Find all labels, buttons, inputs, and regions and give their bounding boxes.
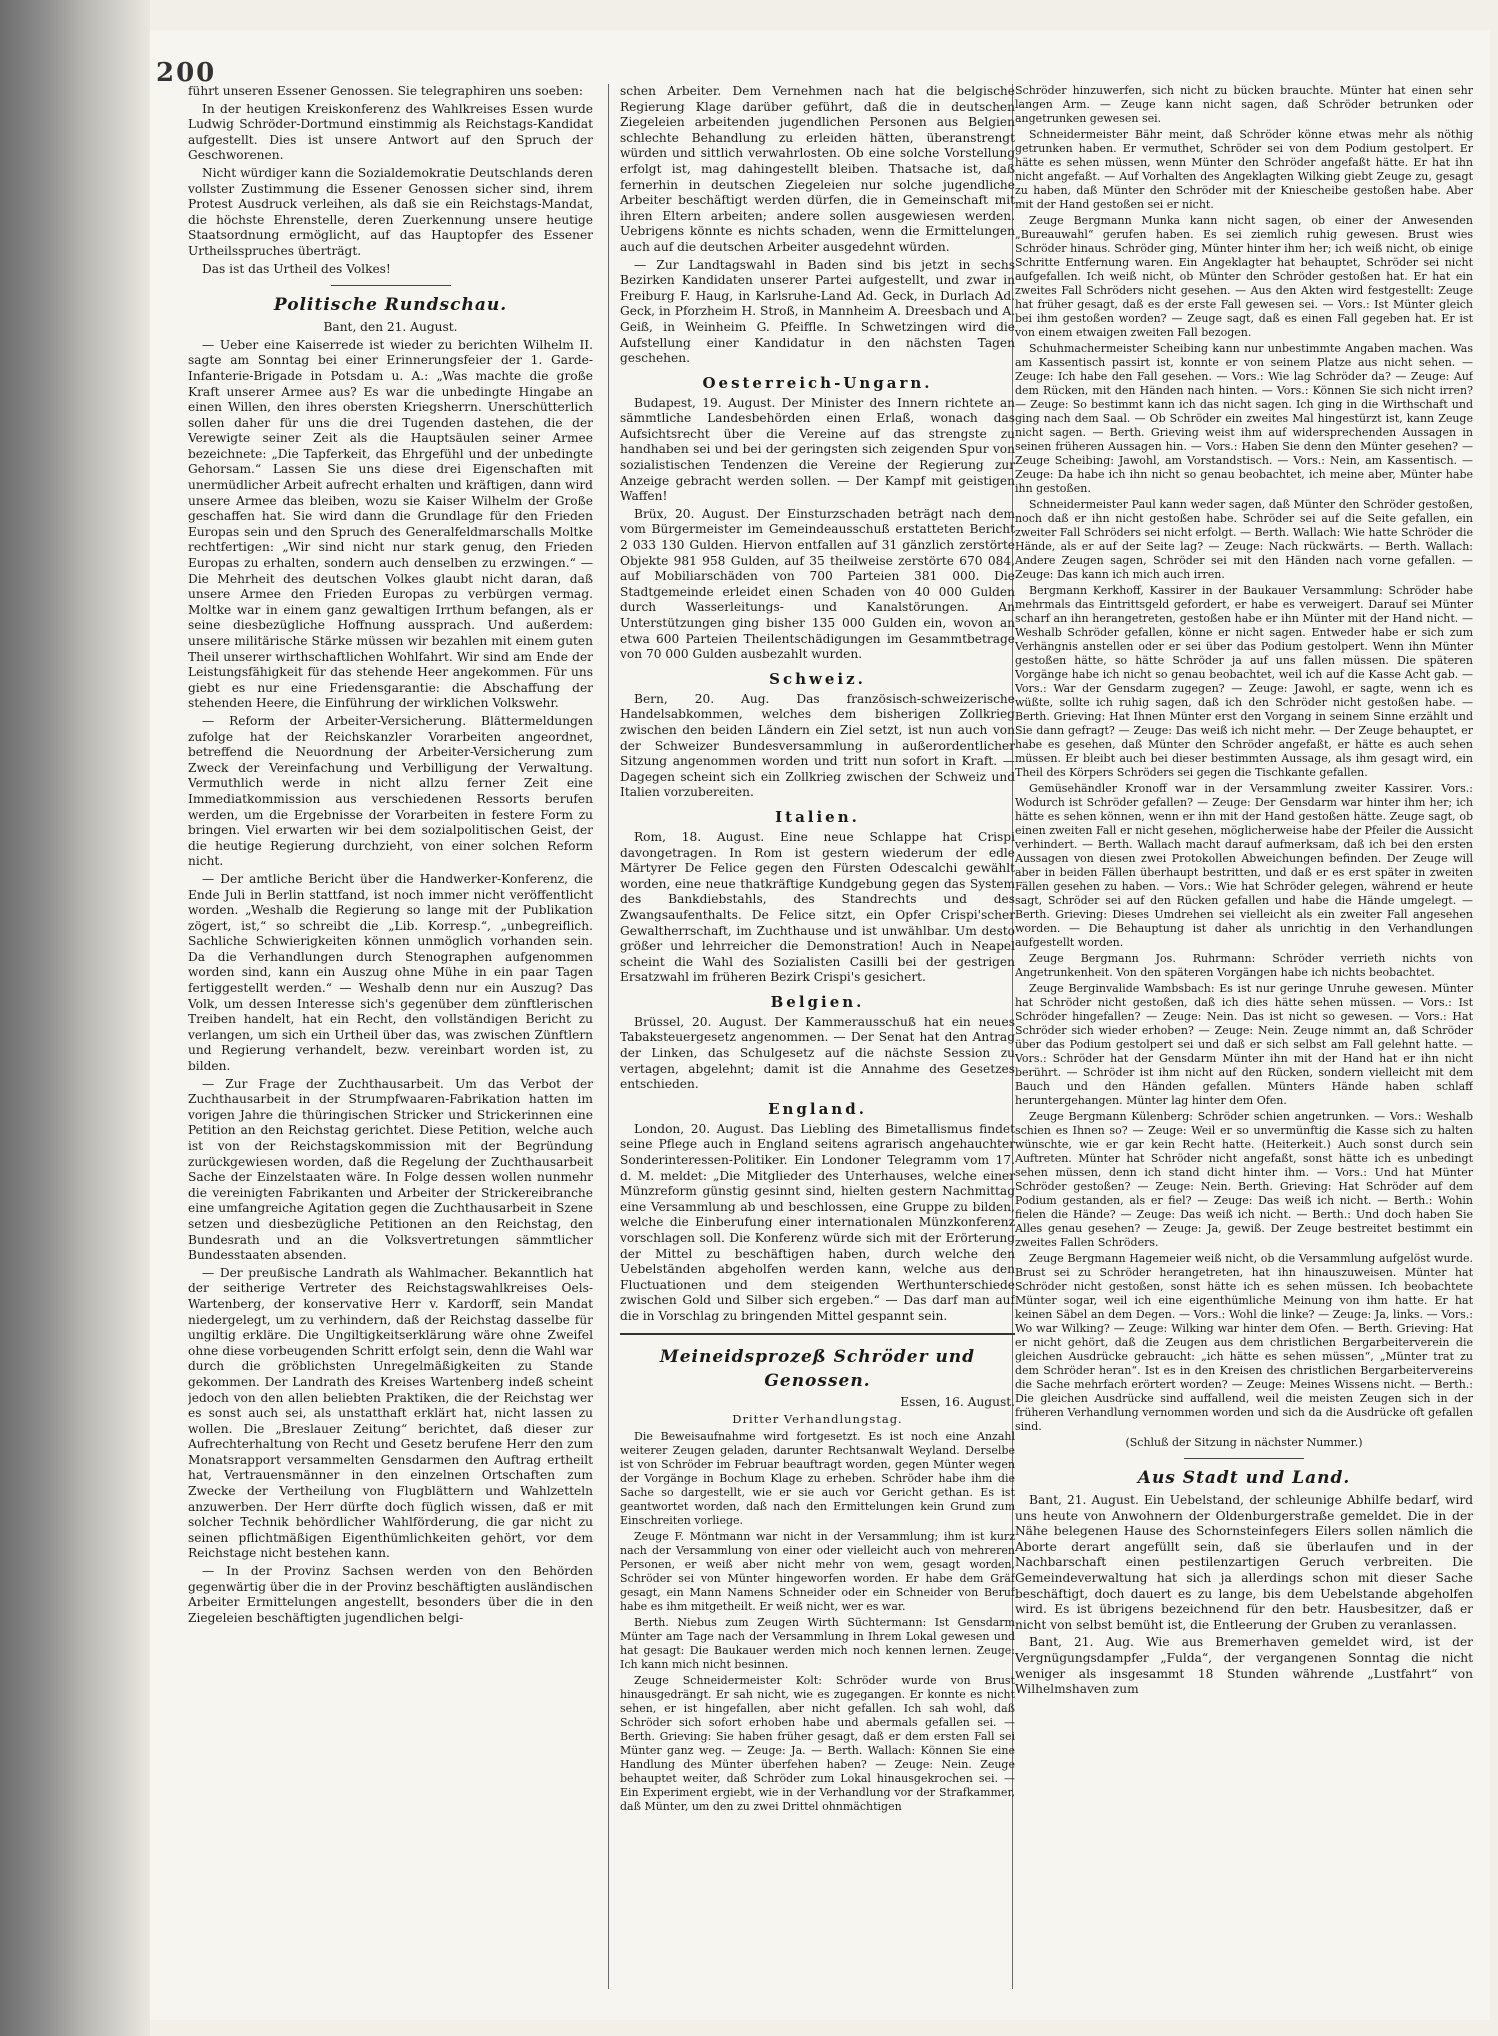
paragraph: Schneidermeister Paul kann weder sagen, daß Münter den Schröder gestoßen, noch daß er ihn nicht gestoßen habe. Schröder sei auf die Seite gefallen, ein zweiter Fall Schröders sei nicht erfolgt. — Berth. Wallach: Wie hatte Schröder die Hände, als er auf der Seite lag? — Zeuge: Nach rückwärts. — Berth. Wallach: Andere Zeugen sagen, Schröder sei mit den Händen nach vorne gefallen. — Zeuge: Das kann ich mich auch irren.	[1015, 498, 1473, 581]
paragraph: Zeuge Bergmann Külenberg: Schröder schien angetrunken. — Vors.: Weshalb schien es Ihnen so? — Zeuge: Weil er so unvermünftig die Kasse sich zu halten wünschte, wie er gar kein Recht hatte. (Heiterkeit.) Auch sonst durch sein Auftreten. Münter hat Schröder nicht angefaßt, sonst hätte ich es unbedingt sehen müssen, denn ich stand dicht hinter ihm. — Vors.: Und hat Münter Schröder gestoßen? — Zeuge: Nein. Berth. Grieving: Hat Schröder auf dem Podium gestanden, als er fiel? — Zeuge: Das weiß ich nicht. — Berth.: Wohin fielen die Hände? — Zeuge: Das weiß ich nicht. — Berth.: Und doch haben Sie Alles genau gesehen? — Zeuge: Ja, gewiß. Der Zeuge bestreitet bestimmt ein zweites Fallen Schröders.	[1015, 1110, 1473, 1249]
paragraph: Zeuge Schneidermeister Kolt: Schröder wurde von Brust hinausgedrängt. Er sah nicht, wie es zugegangen. Er konnte es nicht sehen, er ist hingefallen, aber nicht gefallen. Ich sah wohl, daß Schröder sich sofort erhoben habe und abermals gefallen sei. — Berth. Grieving: Sie haben früher gesagt, daß er dem ersten Fall sei Münter ganz weg. — Zeuge: Ja. — Berth. Wallach: Können Sie eine Handlung des Münter überfehen haben? — Zeuge: Nein. Zeuge behauptet weiter, daß Schröder zum Lokal hinausgekrochen sei. — Ein Experiment ergiebt, wie in der Verhandlung vor der Strafkammer, daß Münter, um den zu zwei Drittel ohnmächtigen	[620, 1674, 1015, 1814]
paragraph: Brüssel, 20. August. Der Kammerausschuß hat ein neues Tabaksteuergesetz angenommen. — Der Senat hat den Antrag der Linken, das Schulgesetz auf die nächste Session zu vertagen, abgelehnt; damit ist die Annahme des Gesetzes entschieden.	[620, 1014, 1015, 1092]
column-1	[188, 84, 593, 1989]
paragraph: — Der preußische Landrath als Wahlmacher. Bekanntlich hat der seitherige Vertreter des Reichstagswahlkreises Oels-Wartenberg, der konservative Herr v. Kardorff, sein Mandat niedergelegt, um zu verhindern, daß der Reichstag dasselbe für ungiltig erkläre. Die Ungiltigkeitserklärung wäre ohne Zweifel ohne diese vorbeugenden Schritt erfolgt sein, denn die Wahl war durch die gröblichsten Unregelmäßigkeiten zu Stande gekommen. Der Landrath des Kreises Wartenberg indeß scheint jedoch von den allen beliebten Praktiken, die der Reichstag wer es sonst auch sei, als unstatthaft erklärt hat, nicht lassen zu wollen. Die „Breslauer Zeitung“ berichtet, daß dieser zur Aufrechterhaltung von Recht und Gesetz berufene Herr den zum Monatsrapport versammelten Gensdarmen den Auftrag ertheilt hat, Vertrauensmänner in den einzelnen Ortschaften zum Zwecke der Vertheilung von Flugblättern und Wahlzetteln anzuwerben. Der Herr dürfte doch füglich wissen, daß er mit solcher Technik behördlicher Wahlförderung, die gar nicht zu seinen pflichtmäßigen Eigenthümlichkeiten gehört, vor dem Reichstage nicht bestehen kann.	[188, 1265, 593, 1561]
paragraph: — Reform der Arbeiter-Versicherung. Blättermeldungen zufolge hat der Reichskanzler Vorarbeiten angeordnet, betreffend die Neuordnung der Arbeiter-Versicherung zum Zweck der Vereinfachung und Verbilligung der Verwaltung. Vermuthlich werde in nicht allzu ferner Zeit eine Immediatkommission aus verschiedenen Ressorts berufen werden, um die Ergebnisse der Vorarbeiten in festere Form zu bringen. Viel erwarten wir bei dem sozialpolitischen Geist, der die heutige Regierung durchzieht, von einer solchen Reform nicht.	[188, 713, 593, 869]
paragraph: Zeuge Bergmann Jos. Ruhrmann: Schröder verrieth nichts von Angetrunkenheit. Von den späteren Vorgängen habe ich nichts beobachtet.	[1015, 952, 1473, 979]
paragraph: Bant, 21. August. Ein Uebelstand, der schleunige Abhilfe bedarf, wird uns heute von Anwohnern der Oldenburgerstraße gemeldet. Die in der Nähe belegenen Hause des Schornsteinfegers Eilers sollen nämlich die Aborte derart angefüllt sein, daß sie überlaufen und in der Nachbarschaft einen pestilenzartigen Geruch verbreiten. Die Gemeindeverwaltung hat sich ja allerdings schon mit dieser Sache beschäftigt, doch dauert es zu lange, bis dem Uebelstande abgeholfen wird. Es ist übrigens bezeichnend für den betr. Hausbesitzer, daß er nicht von selbst bemüht ist, die Entleerung der Gruben zu veranlassen.	[1015, 1493, 1473, 1632]
divider	[620, 1333, 1015, 1335]
paragraph: — Zur Frage der Zuchthausarbeit. Um das Verbot der Zuchthausarbeit in der Strumpfwaaren-Fabrikation hatten im vorigen Jahre die thüringischen Stricker und Strickerinnen eine Petition an den Reichstag gerichtet. Diese Petition, welche auch ist von der Reichstagskommission mit der Begründung zurückgewiesen worden, daß die Regelung der Zuchthausarbeit Sache der Einzelstaaten wäre. In Folge dessen wollen nunmehr die vereinigten Fabrikanten und Arbeiter der Strickereibranche eine umfangreiche Agitation gegen die Zuchthausarbeit in Szene setzen und diesbezügliche Petitionen an den Reichstag, den Bundesrath und an die Volksvertretungen sämmtlicher Bundesstaaten absenden.	[188, 1076, 593, 1263]
book-gutter	[0, 0, 150, 2036]
section-heading-italy: Italien.	[775, 807, 860, 826]
section-heading-switzerland: Schweiz.	[769, 669, 866, 688]
section-heading-england: England.	[768, 1099, 867, 1118]
section-heading-belgium: Belgien.	[770, 992, 865, 1011]
paragraph: London, 20. August. Das Liebling des Bimetallismus findet seine Pflege auch in England seitens agrarisch angehauchter Sonderinteressen-Politiker. Ein Londoner Telegramm vom 17. d. M. meldet: „Die Mitglieder des Unterhauses, welche einer Münzreform günstig gesinnt sind, hielten gestern Nachmittag eine Versammlung ab und beschlossen, eine Gruppe zu bilden, welche die Einberufung einer internationalen Münzkonferenz vorschlagen soll. Die Konferenz würde sich mit der Erörterung der Mittel zu beschäftigen haben, durch welche den Uebelständen abgeholfen werden kann, welche aus den Fluctuationen und dem steigenden Werthunterschiede zwischen Gold und Silber sich ergeben.“ — Das darf man auf die in Vorschlag zu bringenden Mittel gespannt sein.	[620, 1121, 1015, 1323]
paragraph: Rom, 18. August. Eine neue Schlappe hat Crispi davongetragen. In Rom ist gestern wiederum der edle Märtyrer De Felice gegen den Fürsten Odescalchi gewählt worden, eine neue thatkräftige Kundgebung gegen das System des Bankdiebstahls, des Standrechts und des Zwangsaufenthalts. De Felice sitzt, ein Opfer Crispi'scher Gewaltherrschaft, im Zuchthause und ist unwählbar. Um desto größer und lehrreicher die Demonstration! Auch in Neapel scheint die Wahl des Sozialisten Casilli bei der gestrigen Ersatzwahl im früheren Bezirk Crispi's gesichert.	[620, 829, 1015, 985]
paragraph: Zeuge Berginvalide Wambsbach: Es ist nur geringe Unruhe gewesen. Münter hat Schröder nicht gestoßen, daß ich dies hätte sehen müssen. — Vors.: Ist Schröder hingefallen? — Zeuge: Nein. Das ist nicht so gewesen. — Vors.: Hat Schröder sich wieder erhoben? — Zeuge: Nein. Zeuge nimmt an, daß Schröder über das Podium gestolpert sei und daß er sich selbst am Fall gelehnt hatte. — Vors.: Schröder hat der Gensdarm Münter ihn mit der Hand hat er ihn nicht berührt. — Schröder ist ihm nicht auf den Rücken, sondern vielleicht mit dem Bauch und den Händen gefallen. Münters Hände haben schlaff heruntergehangen. Münter lag hinter dem Ofen.	[1015, 982, 1473, 1107]
paragraph: Berth. Niebus zum Zeugen Wirth Süchtermann: Ist Gensdarm Münter am Tage nach der Versammlung in Ihrem Lokal gewesen und hat gesagt: Die Baukauer werden mich noch kennen lernen. Zeuge: Ich kann mich nicht besinnen.	[620, 1616, 1015, 1672]
paragraph: Zeuge Bergmann Munka kann nicht sagen, ob einer der Anwesenden „Bureauwahl“ gerufen haben. Es sei ziemlich ruhig gewesen. Brust wies Schröder hinaus. Schröder ging, Münter hinter ihm her; ich weiß nicht, ob einige Schritte Entfernung waren. Ein Angeklagter hat behauptet, Schröder sei nicht aufgefallen. Ich weiß nicht, ob Münter den Schröder gestoßen hat. Er hat ein zweites Fall Schröders nicht gesehen. — Aus den Akten wird festgestellt: Zeuge hat früher gesagt, daß es der erste Fall gewesen sei. — Vors.: Ist Münter gleich bei ihm gestoßen worden? — Zeuge sagt, daß es einen Fall gegeben hat. Er ist von einem etwaigen zweiten Fall bezogen.	[1015, 214, 1473, 339]
paragraph: — In der Provinz Sachsen werden von den Behörden gegenwärtig über die in der Provinz beschäftigten ausländischen Arbeiter Ermittelungen angestellt, besonders über die in den Ziegeleien beschäftigten jugendlichen belgi-	[188, 1564, 593, 1625]
continuation-note: (Schluß der Sitzung in nächster Nummer.)	[1125, 1436, 1363, 1449]
paragraph: Schuhmachermeister Scheibing kann nur unbestimmte Angaben machen. Was am Kassentisch passirt ist, konnte er von seinem Platze aus nicht sehen. — Zeuge: Ich habe den Fall gesehen. — Vors.: Wie lag Schröder da? — Zeuge: Auf dem Rücken, mit den Händen nach hinten. — Vors.: Können Sie sich nicht irren? — Zeuge: So bestimmt kann ich das nicht sagen. Ich ging in die Wirthschaft und ging nach dem Saal. — Ob Schröder ein zweites Mal hingestürzt ist, kann Zeuge nicht sagen. — Berth. Grieving weist ihm auf widersprechenden Aussagen in seinen früheren Aussagen hin. — Vors.: Haben Sie denn den Münter gesehen? — Zeuge Scheibing: Jawohl, am Vorstandstisch. — Vors.: Nein, am Kassentisch. — Zeuge: Da habe ich ihn nicht so genau beobachtet, ich meine aber, Münter habe ihn gestoßen.	[1015, 342, 1473, 495]
paragraph: Bern, 20. Aug. Das französisch-schweizerische Handelsabkommen, welches dem bisherigen Zollkrieg zwischen den beiden Ländern ein Ziel setzt, ist nun auch von der Schweizer Bundesversammlung in außerordentlicher Sitzung angenommen worden und tritt nun sofort in Kraft. — Dagegen scheint sich ein Zollkrieg zwischen der Schweiz und Italien vorzubereiten.	[620, 691, 1015, 800]
page-number: 200	[156, 58, 217, 88]
section-heading-aus-stadt-und-land: Aus Stadt und Land.	[1137, 1468, 1351, 1488]
paragraph: — Zur Landtagswahl in Baden sind bis jetzt in sechs Bezirken Kandidaten unserer Partei aufgestellt, und zwar in Freiburg F. Haug, in Karlsruhe-Land Ad. Geck, in Durlach Ad. Geck, in Pforzheim H. Stroß, in Mannheim A. Dreesbach und A. Geiß, in Weinheim G. Pfeiffle. In Schwetzingen wird die Aufstellung einer Kandidatur in den nächsten Tagen geschehen.	[620, 257, 1015, 366]
paragraph: — Ueber eine Kaiserrede ist wieder zu berichten Wilhelm II. sagte am Sonntag bei einer Erinnerungsfeier der 1. Garde-Infanterie-Brigade in Potsdam u. A.: „Was machte die große Kraft unserer Armee aus? Es war die unbedingte Hingabe an einen Willen, den ihres obersten Kriegsherrn. Unerschütterlich sollen daher für uns die drei Tugenden dastehen, die der Verewigte seiner Zeit als die Hauptsäulen seiner Armee bezeichnete: „Die Tapferkeit, das Ehrgefühl und der unbedingte Gehorsam.“ Lassen Sie uns diese drei Eigenschaften mit unermüdlicher Arbeit aufrecht erhalten und kräftigen, dann wird unsere Armee das bleiben, wozu sie Kaiser Wilhelm der Große geschaffen hat. Sie wird dann die Grundlage für den Frieden Europas sein und den Spruch des Generalfeldmarschalls Moltke rechtfertigen: „Wir sind nicht nur stark genug, den Frieden Europas zu erhalten, sondern auch denselben zu erzwingen.“ — Die Mehrheit des deutschen Volkes glaubt nicht daran, daß unsere Armee den Frieden Europas zu verbürgen vermag. Moltke war in einem ganz gewaltigen Irrthum befangen, als er seine diesbezügliche Hoffnung aussprach. Und außerdem: unsere militärische Stärke müssen wir bezahlen mit einem guten Theil unserer wirthschaftlichen Wohlfahrt. Wir sind am Ende der Leistungsfähigkeit für das stehende Heer angekommen. Für uns giebt es nur eine Friedensgarantie: die Abschaffung der stehenden Heere, die Einführung der wirklichen Volkswehr.	[188, 337, 593, 711]
paragraph: Die Beweisaufnahme wird fortgesetzt. Es ist noch eine Anzahl weiterer Zeugen geladen, darunter Rechtsanwalt Weyland. Derselbe ist von Schröder im Februar beauftragt worden, gegen Münter wegen der Vorgänge in Bochum Klage zu erheben. Schröder habe ihm die Sache so dargestellt, wie er sie auch vor Gericht gethan. Es ist geantwortet worden, daß nach den Ermittelungen kein Grund zum Einschreiten vorliege.	[620, 1430, 1015, 1528]
section-heading-austria: Oesterreich-Ungarn.	[702, 373, 933, 392]
paragraph: Bant, 21. Aug. Wie aus Bremerhaven gemeldet wird, ist der Vergnügungsdampfer „Fulda“, der vergangenen Sonntag die nicht weniger als insgesammt 18 Stunden währende „Lustfahrt“ von Wilhelmshaven zum	[1015, 1635, 1473, 1697]
paragraph: Zeuge Bergmann Hagemeier weiß nicht, ob die Versammlung aufgelöst wurde. Brust sei zu Schröder herangetreten, hat ihn hinauszuweisen. Münter hat Schröder nicht gestoßen, sonst hätte ich es sehen müssen. Ich beobachtete Münter sogar, weil ich eine eigenthümliche Meinung von ihm hatte. Er hat keinen Säbel an dem Degen. — Vors.: Wohl die linke? — Zeuge: Ja, links. — Vors.: Wo war Wilking? — Zeuge: Wilking war hinter dem Ofen. — Berth. Grieving: Hat er nicht gehört, daß die Zeugen aus dem christlichen Bergarbeiterverein die gleichen Ausdrücke gebraucht: „ich hätte es sehen müssen“, „Münter trat zu dem Schröder heran“. Ist es in den Kreisen des christlichen Bergarbeitervereins die Sache mehrfach erörtert worden? — Zeuge: Meines Wissens nicht. — Berth.: Die gleichen Ausdrücke sind auffallend, weil die meisten Zeugen sich in der früheren Verhandlung vernommen worden und sich da die Ausdrücke oft gefallen sind.	[1015, 1252, 1473, 1433]
paragraph: Gemüsehändler Kronoff war in der Versammlung zweiter Kassirer. Vors.: Wodurch ist Schröder gefallen? — Zeuge: Der Gensdarm war hinter ihm her; ich hätte es sehen können, wenn er ihn mit der Hand gestoßen hätte. Zeuge sagt, ob einen zweiten Fall er nicht gesehen, möglicherweise habe der Pfeiler die Aussicht verhindert. — Berth. Wallach macht darauf aufmerksam, daß ich bei den ersten Aussagen von diesen zwei Protokollen Abweichungen befinden. Der Zeuge will aber in beiden Fällen überhaupt bestritten, und daß er es erst später in zweiten Fällen gesehen zu haben. — Vors.: Wie hat Schröder gelegen, während er heute sagt, Schröder sei auf den Rücken gefallen und habe die Hände umgelegt. — Berth. Grieving: Dieses Umdrehen sei vielleicht als ein zweiter Fall angesehen worden. — Die Behauptung ist daher als unrichtig in den Verhandlungen aufgestellt worden.	[1015, 782, 1473, 949]
paragraph: Nicht würdiger kann die Sozialdemokratie Deutschlands deren vollster Zustimmung die Essener Genossen sicher sind, ihrem Protest Ausdruck verleihen, als daß sie ein Reichstags-Mandat, die höchste Ehrenstelle, deren Zuerkennung unsere heutige Staatsordnung ermöglicht, auf das Hauptopfer des Essener Urtheilsspruches überträgt.	[188, 165, 593, 258]
paragraph: Budapest, 19. August. Der Minister des Innern richtete an sämmtliche Landesbehörden einen Erlaß, wonach das Aufsichtsrecht über die Vereine auf das strengste zu handhaben sei und bei der geringsten sich zeigenden Spur von sozialistischen Tendenzen die Vereine der Regierung zur Anzeige gebracht werden sollen. — Der Kampf mit geistigen Waffen!	[620, 395, 1015, 504]
paragraph: Schneidermeister Bähr meint, daß Schröder könne etwas mehr als nöthig getrunken haben. Er vermuthet, Schröder sei von dem Podium gestolpert. Er hätte es sehen müssen, wenn Münter den Schröder angefaßt hätte. Er hat ihn nicht angefaßt. — Auf Vorhalten des Angeklagten Wilking giebt Zeuge zu, gesagt zu haben, daß Münter den Schröder mit der Kniescheibe gestoßen habe. Aber mit der Hand gestoßen sei er nicht.	[1015, 128, 1473, 211]
section-heading-politische-rundschau: Politische Rundschau.	[273, 295, 508, 316]
column-rule	[608, 84, 609, 1989]
divider	[331, 285, 451, 286]
trial-day: Dritter Verhandlungstag.	[732, 1412, 903, 1427]
dateline: Bant, den 21. August.	[323, 320, 458, 335]
paragraph: — Der amtliche Bericht über die Handwerker-Konferenz, die Ende Juli in Berlin stattfand, ist noch immer nicht veröffentlicht worden. „Weshalb die Regierung so lange mit der Publikation zögert, ist,“ so schreibt die „Lib. Korresp.“, „unbegreiflich. Sachliche Schwierigkeiten können unmöglich vorhanden sein. Da die Verhandlungen durch Stenographen aufgenommen worden sind, kann ein Auszug ohne Mühe in ein paar Tagen fertiggestellt werden.“ — Weshalb denn nur ein Auszug? Das Volk, um dessen Interesse sich's gegenüber dem zünftlerischen Treiben handelt, hat ein Recht, den vollständigen Bericht zu verlangen, um sich ein Urtheil über das, was zwischen Zünftlern und Regierung verhandelt, bezw. vereinbart worden ist, zu bilden.	[188, 871, 593, 1074]
section-heading-trial: Meineidsprozeß Schröder und Genossen.	[659, 1346, 976, 1391]
paragraph: schen Arbeiter. Dem Vernehmen nach hat die belgische Regierung Klage darüber geführt, daß die in deutschen Ziegeleien arbeitenden jugendlichen Personen aus Belgien schlechte Behandlung zu erleiden hätten, überanstrengt würden und sittlich verwahrlosten. Ob eine solche Vorstellung erfolgt ist, mag dahingestellt bleiben. Thatsache ist, daß fernerhin in deutschen Ziegeleien nur solche jugendliche Arbeiter beschäftigt werden dürfen, die in Gemeinschaft mit ihren Eltern arbeiten; andere sollen ausgewiesen werden. Uebrigens könnte es nichts schaden, wenn die Ermittelungen auch auf die deutschen Arbeiter ausgedehnt würden.	[620, 84, 1015, 254]
divider	[1184, 1458, 1304, 1459]
paragraph: Brüx, 20. August. Der Einsturzschaden beträgt nach dem vom Bürgermeister im Gemeindeausschuß erstatteten Bericht 2 033 130 Gulden. Hiervon entfallen auf 31 gänzlich zerstörte Objekte 981 958 Gulden, auf 35 theilweise zerstörte 670 084, auf Mobiliarschäden von 700 Parteien 381 000. Die Stadtgemeinde erleidet einen Schaden von 40 000 Gulden durch Wasserleitungs- und Kanalstörungen. An Unterstützungen ging bisher 135 000 Gulden ein, wovon an etwa 600 Parteien Theilentschädigungen im Gesammtbetrage von 70 000 Gulden ausbezahlt wurden.	[620, 506, 1015, 662]
paragraph: Schröder hinzuwerfen, sich nicht zu bücken brauchte. Münter hat einen sehr langen Arm. — Zeuge kann nicht sagen, daß Schröder betrunken oder angetrunken gewesen sei.	[1015, 84, 1473, 125]
paragraph: Bergmann Kerkhoff, Kassirer in der Baukauer Versammlung: Schröder habe mehrmals das Eintrittsgeld gefordert, er habe es verweigert. Darauf sei Münter scharf an ihn herangetreten, gestoßen habe er ihn Münter mit der Hand nicht. — Weshalb Schröder gefallen, könne er nicht sagen. Entweder habe er sich zum Verhängnis anstellen oder er sei über das Podium gestolpert. Wenn ihn Münter gestoßen hätte, so hätte Schröder ja auf uns fallen müssen. Die späteren Vorgänge habe ich nicht so genau beobachtet, weil ich auf die Kasse Acht gab. — Vors.: War der Gensdarm zugegen? — Zeuge: Jawohl, er sagte, wenn ich es wüßte, sollte ich ruhig sagen, daß ich den Schröder nicht gestoßen habe. — Berth. Grieving: Hat Ihnen Münter erst den Vorgang in seinem Sinne erzählt und Sie dann gefragt? — Zeuge: Das weiß ich nicht mehr. — Der Zeuge behauptet, er habe es gesehen, daß Münter den Schröder angefaßt, er hätte es auch sehen müssen. Er bleibt auch bei dieser bestimmten Aussage, als ihm gesagt wird, ein Theil des Körpers Schröders sei gegen die Tischkante gefallen.	[1015, 584, 1473, 779]
paragraph: In der heutigen Kreiskonferenz des Wahlkreises Essen wurde Ludwig Schröder-Dortmund einstimmig als Reichstags-Kandidat aufgestellt. Dies ist unsere Antwort auf den Spruch der Geschworenen.	[188, 101, 593, 163]
trial-dateline: Essen, 16. August.	[900, 1394, 1015, 1409]
paragraph: Zeuge F. Möntmann war nicht in der Versammlung; ihm ist kurz nach der Versammlung von einer oder vielleicht auch von mehreren Personen, er weiß aber nicht mehr von wem, gesagt worden, Schröder sei von Münter hingeworfen worden. Er habe dem Gräf gesagt, ein Mann Namens Schneider oder ein Schneider von Beruf habe es ihm mitgetheilt. Er weiß nicht, wer es war.	[620, 1530, 1015, 1614]
paragraph: Das ist das Urtheil des Volkes!	[202, 261, 391, 276]
paragraph: führt unseren Essener Genossen. Sie telegraphiren uns soeben:	[188, 84, 583, 98]
column-3	[1015, 84, 1473, 1989]
column-2	[620, 84, 1015, 1989]
